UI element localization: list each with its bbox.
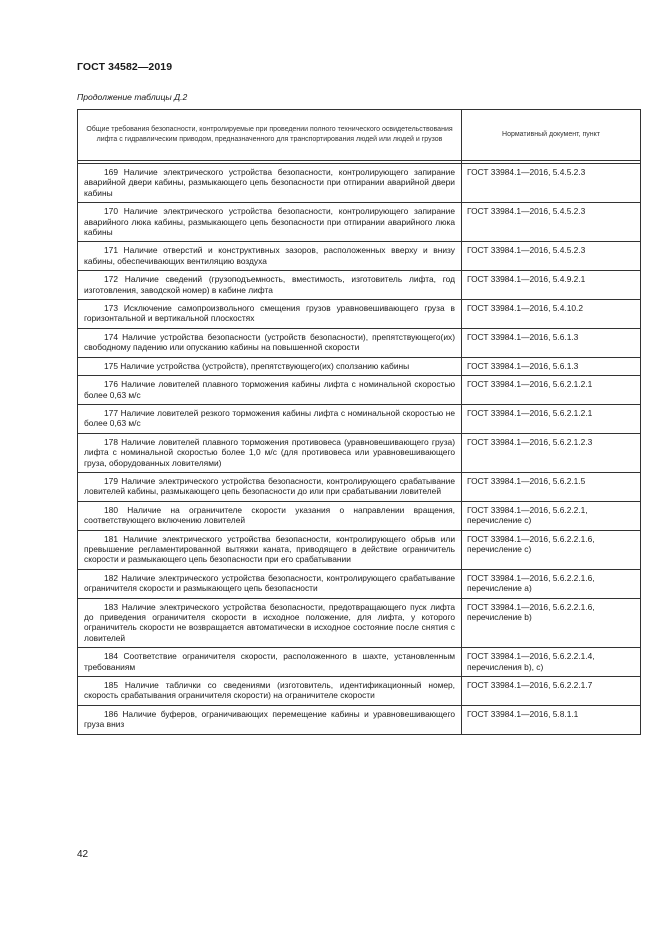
requirement-cell: 181 Наличие электрического устройства безопасности, контролирующего обрыв или превышение регламентированной вытяжки каната, приводящего в действие ограничитель скорости и размыкающего цепь безопасности при его срабатывании [78,530,462,569]
reference-cell: ГОСТ 33984.1—2016, 5.6.1.3 [462,357,641,375]
requirement-cell: 185 Наличие таблички со сведениями (изготовитель, идентификационный номер, скорость срабатывания ограничителя скорости) на ограничителе скорости [78,677,462,706]
table-row [78,472,641,501]
reference-cell: ГОСТ 33984.1—2016, 5.6.2.2.1.6, перечисление а) [462,569,641,598]
requirement-cell: 175 Наличие устройства (устройств), препятствующего(их) сползанию кабины [78,357,462,375]
requirement-cell: 173 Исключение самопроизвольного смещения грузов уравновешивающего груза в горизонтальной и вертикальной плоскостях [78,300,462,329]
table-header-row [78,110,641,161]
table-body [78,161,641,735]
requirements-table [77,109,641,735]
reference-cell: ГОСТ 33984.1—2016, 5.4.10.2 [462,300,641,329]
reference-cell: ГОСТ 33984.1—2016, 5.6.2.2.1.4, перечисления b), с) [462,648,641,677]
reference-cell: ГОСТ 33984.1—2016, 5.6.2.1.2.1 [462,404,641,433]
requirement-cell: 171 Наличие отверстий и конструктивных зазоров, расположенных вверху и внизу кабины, обеспечивающих вентиляцию воздуха [78,242,462,271]
column-header-requirements: Общие требования безопасности, контролируемые при проведении полного технического освидетельствования лифта с гидравлическим приводом, предназначенного для транспортирования людей или людей и грузов [78,110,462,161]
requirement-cell: 172 Наличие сведений (грузоподъемность, вместимость, изготовитель лифта, год изготовления, заводской номер) в кабине лифта [78,271,462,300]
reference-cell: ГОСТ 33984.1—2016, 5.6.2.1.2.1 [462,376,641,405]
reference-cell: ГОСТ 33984.1—2016, 5.6.1.3 [462,328,641,357]
page-number: 42 [77,849,89,860]
requirement-cell: 179 Наличие электрического устройства безопасности, контролирующего срабатывание ловителей кабины, размыкающего цепь безопасности до или при срабатывании ловителей [78,472,462,501]
table-row [78,569,641,598]
table-row [78,164,641,203]
reference-cell: ГОСТ 33984.1—2016, 5.6.2.2.1, перечисление с) [462,501,641,530]
requirement-cell: 180 Наличие на ограничителе скорости указания о направлении вращения, соответствующего включению ловителей [78,501,462,530]
table-row [78,705,641,734]
table-row [78,203,641,242]
column-header-reference: Нормативный документ, пункт [462,110,641,161]
reference-cell: ГОСТ 33984.1—2016, 5.4.5.2.3 [462,242,641,271]
table-row [78,328,641,357]
document-code: ГОСТ 34582—2019 [77,61,173,73]
requirement-cell: 177 Наличие ловителей резкого торможения кабины лифта с номинальной скоростью не более 0,63 м/с [78,404,462,433]
requirement-cell: 186 Наличие буферов, ограничивающих перемещение кабины и уравновешивающего груза вниз [78,705,462,734]
reference-cell: ГОСТ 33984.1—2016, 5.6.2.2.1.6, перечисление с) [462,530,641,569]
table-row [78,242,641,271]
table-row [78,376,641,405]
reference-cell: ГОСТ 33984.1—2016, 5.4.5.2.3 [462,164,641,203]
requirement-cell: 170 Наличие электрического устройства безопасности, контролирующего запирание аварийного люка кабины, размыкающего цепь безопасности при отпирании аварийного люка кабины [78,203,462,242]
requirements-table-container [77,109,640,735]
table-row [78,404,641,433]
table-row [78,598,641,648]
table-row [78,501,641,530]
requirement-cell: 183 Наличие электрического устройства безопасности, предотвращающего пуск лифта до приведения ограничителя скорости в исходное положение, для лифта, у которого ограничитель скорости не возвращается автоматически в исходное состояние после снятия с ловителей [78,598,462,648]
reference-cell: ГОСТ 33984.1—2016, 5.6.2.2.1.6, перечисление b) [462,598,641,648]
table-row [78,271,641,300]
table-row [78,300,641,329]
reference-cell: ГОСТ 33984.1—2016, 5.6.2.2.1.7 [462,677,641,706]
table-row [78,357,641,375]
requirement-cell: 184 Соответствие ограничителя скорости, расположенного в шахте, установленным требованиям [78,648,462,677]
table-row [78,530,641,569]
table-row [78,677,641,706]
reference-cell: ГОСТ 33984.1—2016, 5.4.9.2.1 [462,271,641,300]
reference-cell: ГОСТ 33984.1—2016, 5.6.2.1.5 [462,472,641,501]
requirement-cell: 169 Наличие электрического устройства безопасности, контролирующего запирание аварийной двери кабины, размыкающего цепь безопасности при отпирании аварийной двери кабины [78,164,462,203]
table-row [78,648,641,677]
requirement-cell: 178 Наличие ловителей плавного торможения противовеса (уравновешивающего груза) лифта с номинальной скоростью более 1,0 м/с (для противовеса или уравновешивающего груза, оборудованных ловителями) [78,433,462,472]
requirement-cell: 174 Наличие устройства безопасности (устройств безопасности), препятствующего(их) свободному падению или опусканию кабины на повышенной скорости [78,328,462,357]
reference-cell: ГОСТ 33984.1—2016, 5.8.1.1 [462,705,641,734]
requirement-cell: 176 Наличие ловителей плавного торможения кабины лифта с номинальной скоростью более 0,63 м/с [78,376,462,405]
reference-cell: ГОСТ 33984.1—2016, 5.4.5.2.3 [462,203,641,242]
table-row [78,433,641,472]
reference-cell: ГОСТ 33984.1—2016, 5.6.2.1.2.3 [462,433,641,472]
requirement-cell: 182 Наличие электрического устройства безопасности, контролирующего срабатывание ограничителя скорости и размыкающего цепь безопасности [78,569,462,598]
table-caption: Продолжение таблицы Д.2 [77,92,188,102]
